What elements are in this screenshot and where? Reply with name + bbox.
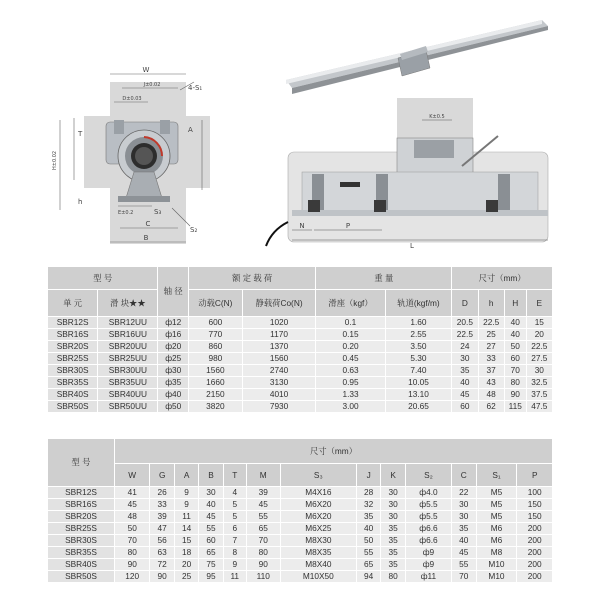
table-cell: SBR20S bbox=[48, 341, 98, 353]
table-cell: 120 bbox=[115, 571, 150, 583]
table-cell: 70 bbox=[115, 535, 150, 547]
col-rail-weight: 轨道(kgf/m) bbox=[385, 290, 452, 317]
table-cell: SBR20S bbox=[48, 511, 115, 523]
col-header: M bbox=[246, 464, 280, 487]
table-cell: 150 bbox=[517, 511, 553, 523]
dim-w-label: W bbox=[142, 66, 150, 74]
dim-s1-label: 4-S₁ bbox=[188, 84, 203, 92]
table-cell: 33 bbox=[478, 353, 504, 365]
table-cell: 100 bbox=[517, 487, 553, 499]
table-row bbox=[48, 511, 553, 523]
table-cell: M6X20 bbox=[280, 511, 356, 523]
col-header: G bbox=[150, 464, 174, 487]
table-cell: 3.00 bbox=[316, 401, 385, 413]
table-cell: 22 bbox=[452, 487, 476, 499]
table-cell: 40 bbox=[452, 377, 478, 389]
table-cell: 40 bbox=[356, 523, 380, 535]
table-cell: ф5.5 bbox=[405, 511, 451, 523]
table-row bbox=[48, 499, 553, 511]
table-cell: M4X16 bbox=[280, 487, 356, 499]
table-cell: ф6.6 bbox=[405, 523, 451, 535]
table-cell: 65 bbox=[246, 523, 280, 535]
table-cell: 14 bbox=[174, 523, 198, 535]
table-cell: 0.20 bbox=[316, 341, 385, 353]
col-header: A bbox=[174, 464, 198, 487]
table-cell: 115 bbox=[504, 401, 526, 413]
table-cell: ф20 bbox=[158, 341, 189, 353]
col-load: 额 定 载 荷 bbox=[188, 267, 315, 290]
table-cell: 9 bbox=[223, 559, 246, 571]
table-cell: 25 bbox=[174, 571, 198, 583]
table-cell: 90 bbox=[150, 571, 174, 583]
dim-h2-label: h bbox=[78, 198, 83, 206]
table-cell: 30 bbox=[199, 487, 223, 499]
col-unit: 单 元 bbox=[48, 290, 98, 317]
table-cell: 70 bbox=[246, 535, 280, 547]
col-dynamic: 动载C(N) bbox=[188, 290, 242, 317]
table-cell: 20.65 bbox=[385, 401, 452, 413]
table-cell: 9 bbox=[174, 499, 198, 511]
table-cell: 2740 bbox=[242, 365, 316, 377]
table-cell: M5 bbox=[476, 487, 517, 499]
table-cell: 22.5 bbox=[478, 317, 504, 329]
table-cell: M6 bbox=[476, 523, 517, 535]
table-cell: M5 bbox=[476, 511, 517, 523]
table-cell: 1560 bbox=[242, 353, 316, 365]
table-cell: 33 bbox=[150, 499, 174, 511]
table-cell: SBR25S bbox=[48, 353, 98, 365]
table-cell: 39 bbox=[246, 487, 280, 499]
table-cell: 95 bbox=[199, 571, 223, 583]
table-cell: 4 bbox=[223, 487, 246, 499]
col-model: 型 号 bbox=[48, 267, 158, 290]
table-cell: ф25 bbox=[158, 353, 189, 365]
table-cell: 28 bbox=[356, 487, 380, 499]
table-cell: M10 bbox=[476, 559, 517, 571]
table-cell: 50 bbox=[115, 523, 150, 535]
table-cell: 32.5 bbox=[526, 377, 552, 389]
table-cell: 860 bbox=[188, 341, 242, 353]
table-cell: 30 bbox=[381, 511, 405, 523]
table-cell: 20 bbox=[526, 329, 552, 341]
table-cell: 40 bbox=[504, 329, 526, 341]
table-cell: 63 bbox=[150, 547, 174, 559]
table-cell: 15 bbox=[174, 535, 198, 547]
table-cell: 200 bbox=[517, 535, 553, 547]
table-cell: ф5.5 bbox=[405, 499, 451, 511]
table-cell: SBR35S bbox=[48, 377, 98, 389]
table-cell: SBR30S bbox=[48, 365, 98, 377]
table-cell: 35 bbox=[381, 523, 405, 535]
table-cell: M5 bbox=[476, 499, 517, 511]
dim-t-label: T bbox=[78, 130, 83, 138]
col-header: T bbox=[223, 464, 246, 487]
col-header: S₂ bbox=[405, 464, 451, 487]
table-cell: 0.95 bbox=[316, 377, 385, 389]
table-cell: 55 bbox=[246, 511, 280, 523]
table-cell: 6 bbox=[223, 523, 246, 535]
table-cell: 1660 bbox=[188, 377, 242, 389]
table-row bbox=[48, 365, 553, 377]
table-cell: 20.5 bbox=[452, 317, 478, 329]
table-row bbox=[48, 377, 553, 389]
table-cell: 45 bbox=[452, 389, 478, 401]
table-cell: 0.15 bbox=[316, 329, 385, 341]
table-cell: M6X25 bbox=[280, 523, 356, 535]
table-cell: 65 bbox=[199, 547, 223, 559]
table-cell: 200 bbox=[517, 571, 553, 583]
table-cell: 60 bbox=[504, 353, 526, 365]
table-cell: 80 bbox=[246, 547, 280, 559]
table-cell: 72 bbox=[150, 559, 174, 571]
table-cell: SBR40S bbox=[48, 559, 115, 571]
table-cell: SBR25UU bbox=[98, 353, 158, 365]
table-cell: 62 bbox=[478, 401, 504, 413]
dim-n-label: N bbox=[299, 222, 305, 230]
dim-a-label: A bbox=[188, 126, 193, 134]
table-row bbox=[48, 547, 553, 559]
table-cell: 60 bbox=[452, 401, 478, 413]
table-cell: 47.5 bbox=[526, 401, 552, 413]
table-cell: M8X40 bbox=[280, 559, 356, 571]
dim-h-label: H±0.02 bbox=[52, 150, 58, 170]
table-cell: 55 bbox=[356, 547, 380, 559]
table-row bbox=[48, 341, 553, 353]
col-h-small: h bbox=[478, 290, 504, 317]
table-cell: SBR12S bbox=[48, 487, 115, 499]
table-cell: ф35 bbox=[158, 377, 189, 389]
table-cell: 5.30 bbox=[385, 353, 452, 365]
col-header: P bbox=[517, 464, 553, 487]
table-cell: SBR50UU bbox=[98, 401, 158, 413]
table-cell: M8X30 bbox=[280, 535, 356, 547]
dim-l-label: L bbox=[410, 242, 414, 250]
table-cell: 50 bbox=[504, 341, 526, 353]
col-h: H bbox=[504, 290, 526, 317]
table-cell: 90 bbox=[115, 559, 150, 571]
table-cell: 9 bbox=[174, 487, 198, 499]
table-cell: 15 bbox=[526, 317, 552, 329]
table-row bbox=[48, 571, 553, 583]
table-cell: 7 bbox=[223, 535, 246, 547]
dim-j-label: J±0.02 bbox=[143, 82, 161, 88]
table-cell: ф12 bbox=[158, 317, 189, 329]
table-cell: ф11 bbox=[405, 571, 451, 583]
table-cell: 80 bbox=[381, 571, 405, 583]
table-cell: 0.45 bbox=[316, 353, 385, 365]
table-row bbox=[48, 401, 553, 413]
dim-k-label: K±0.5 bbox=[429, 114, 445, 120]
dim-s3-label: S₃ bbox=[154, 208, 162, 216]
table-cell: 600 bbox=[188, 317, 242, 329]
col-slider-weight: 滑座（kgf） bbox=[316, 290, 385, 317]
table-cell: ф9 bbox=[405, 547, 451, 559]
table-cell: SBR30S bbox=[48, 535, 115, 547]
table-cell: 200 bbox=[517, 559, 553, 571]
table-cell: 35 bbox=[452, 365, 478, 377]
table-cell: 39 bbox=[150, 511, 174, 523]
table-cell: 770 bbox=[188, 329, 242, 341]
table-cell: 56 bbox=[150, 535, 174, 547]
table-cell: 25 bbox=[478, 329, 504, 341]
table-cell: 1170 bbox=[242, 329, 316, 341]
table-cell: SBR50S bbox=[48, 401, 98, 413]
table-cell: SBR16S bbox=[48, 499, 115, 511]
table-cell: 30 bbox=[381, 487, 405, 499]
table-row bbox=[48, 559, 553, 571]
table-cell: 13.10 bbox=[385, 389, 452, 401]
col-dims: 尺寸（mm） bbox=[452, 267, 553, 290]
table-cell: 45 bbox=[199, 511, 223, 523]
table-cell: 2150 bbox=[188, 389, 242, 401]
col-header: J bbox=[356, 464, 380, 487]
table-cell: 1.33 bbox=[316, 389, 385, 401]
table-cell: 7.40 bbox=[385, 365, 452, 377]
table-cell: 70 bbox=[452, 571, 476, 583]
table-cell: ф9 bbox=[405, 559, 451, 571]
table-cell: 30 bbox=[452, 353, 478, 365]
table-row bbox=[48, 389, 553, 401]
table-cell: 45 bbox=[115, 499, 150, 511]
table-cell: 41 bbox=[115, 487, 150, 499]
table-cell: 35 bbox=[356, 511, 380, 523]
col-model-2: 型 号 bbox=[48, 439, 115, 487]
rail-photo bbox=[280, 10, 560, 100]
col-weight: 重 量 bbox=[316, 267, 452, 290]
table-cell: SBR40S bbox=[48, 389, 98, 401]
table-cell: 5 bbox=[223, 511, 246, 523]
table-cell: 55 bbox=[452, 559, 476, 571]
table-cell: SBR35S bbox=[48, 547, 115, 559]
table-cell: 45 bbox=[452, 547, 476, 559]
col-header: S₁ bbox=[476, 464, 517, 487]
table-cell: 1560 bbox=[188, 365, 242, 377]
table-cell: SBR16UU bbox=[98, 329, 158, 341]
table-row bbox=[48, 523, 553, 535]
table-cell: 65 bbox=[356, 559, 380, 571]
table-cell: 20 bbox=[174, 559, 198, 571]
table-cell: 3820 bbox=[188, 401, 242, 413]
table-cell: M8X35 bbox=[280, 547, 356, 559]
table-cell: 70 bbox=[504, 365, 526, 377]
table-cell: 40 bbox=[504, 317, 526, 329]
table-row bbox=[48, 329, 553, 341]
table-cell: 0.63 bbox=[316, 365, 385, 377]
side-view-drawing bbox=[262, 90, 562, 250]
table-cell: 60 bbox=[199, 535, 223, 547]
col-header: C bbox=[452, 464, 476, 487]
dim-d-label: D±0.03 bbox=[122, 96, 142, 102]
table-cell: 27.5 bbox=[526, 353, 552, 365]
table-cell: 24 bbox=[452, 341, 478, 353]
table-cell: 37.5 bbox=[526, 389, 552, 401]
dimension-spec-table bbox=[47, 438, 553, 583]
table-cell: 80 bbox=[504, 377, 526, 389]
table-cell: 10.05 bbox=[385, 377, 452, 389]
table-cell: 11 bbox=[223, 571, 246, 583]
dim-b-label: B bbox=[143, 234, 149, 242]
table-cell: 37 bbox=[478, 365, 504, 377]
table-cell: 0.1 bbox=[316, 317, 385, 329]
dim-p-label: P bbox=[345, 222, 351, 230]
col-d: D bbox=[452, 290, 478, 317]
table-cell: M10X50 bbox=[280, 571, 356, 583]
table-cell: 30 bbox=[452, 511, 476, 523]
table-cell: 32 bbox=[356, 499, 380, 511]
table-cell: 55 bbox=[199, 523, 223, 535]
table-cell: 40 bbox=[199, 499, 223, 511]
table-cell: SBR50S bbox=[48, 571, 115, 583]
table-cell: 30 bbox=[526, 365, 552, 377]
table-cell: 22.5 bbox=[526, 341, 552, 353]
table-cell: 200 bbox=[517, 523, 553, 535]
table-cell: M6 bbox=[476, 535, 517, 547]
table-cell: 35 bbox=[381, 559, 405, 571]
table-cell: 5 bbox=[223, 499, 246, 511]
col-header: W bbox=[115, 464, 150, 487]
table-cell: 8 bbox=[223, 547, 246, 559]
load-weight-spec-table bbox=[47, 266, 553, 413]
table-cell: ф30 bbox=[158, 365, 189, 377]
table-cell: 980 bbox=[188, 353, 242, 365]
table-cell: 75 bbox=[199, 559, 223, 571]
table-cell: 150 bbox=[517, 499, 553, 511]
col-shaft: 轴 径 bbox=[158, 267, 189, 317]
col-static: 静载荷Co(N) bbox=[242, 290, 316, 317]
dim-e-label: E±0.2 bbox=[118, 210, 134, 216]
col-header: B bbox=[199, 464, 223, 487]
table-cell: 48 bbox=[478, 389, 504, 401]
table-cell: 3130 bbox=[242, 377, 316, 389]
dim-c-label: C bbox=[145, 220, 151, 228]
table-cell: 1020 bbox=[242, 317, 316, 329]
table-cell: 43 bbox=[478, 377, 504, 389]
col-slider: 滑 块★★ bbox=[98, 290, 158, 317]
table-cell: ф50 bbox=[158, 401, 189, 413]
table-cell: 45 bbox=[246, 499, 280, 511]
dim-s2-label: S₂ bbox=[190, 226, 198, 234]
table-cell: 7930 bbox=[242, 401, 316, 413]
table-cell: 26 bbox=[150, 487, 174, 499]
table-cell: 27 bbox=[478, 341, 504, 353]
table-cell: SBR35UU bbox=[98, 377, 158, 389]
col-dims-2: 尺寸（mm） bbox=[115, 439, 553, 464]
table-cell: 30 bbox=[381, 499, 405, 511]
table-cell: SBR12S bbox=[48, 317, 98, 329]
table-cell: 40 bbox=[452, 535, 476, 547]
table-cell: ф6.6 bbox=[405, 535, 451, 547]
table-cell: 1370 bbox=[242, 341, 316, 353]
table-cell: ф4.0 bbox=[405, 487, 451, 499]
table-cell: SBR40UU bbox=[98, 389, 158, 401]
table-cell: SBR12UU bbox=[98, 317, 158, 329]
table-cell: 200 bbox=[517, 547, 553, 559]
table-cell: ф16 bbox=[158, 329, 189, 341]
col-header: K bbox=[381, 464, 405, 487]
table-cell: 48 bbox=[115, 511, 150, 523]
col-e: E bbox=[526, 290, 552, 317]
table-cell: 80 bbox=[115, 547, 150, 559]
table-cell: 4010 bbox=[242, 389, 316, 401]
table-cell: SBR16S bbox=[48, 329, 98, 341]
table-cell: 22.5 bbox=[452, 329, 478, 341]
table-cell: M8 bbox=[476, 547, 517, 559]
table-cell: 90 bbox=[246, 559, 280, 571]
table-cell: 94 bbox=[356, 571, 380, 583]
table-cell: 1.60 bbox=[385, 317, 452, 329]
table-row bbox=[48, 535, 553, 547]
table-row bbox=[48, 487, 553, 499]
table-cell: 30 bbox=[452, 499, 476, 511]
table-cell: 2.55 bbox=[385, 329, 452, 341]
table-cell: 35 bbox=[381, 547, 405, 559]
table-cell: 47 bbox=[150, 523, 174, 535]
table-cell: 35 bbox=[452, 523, 476, 535]
table-cell: M10 bbox=[476, 571, 517, 583]
table-cell: 11 bbox=[174, 511, 198, 523]
table-cell: 110 bbox=[246, 571, 280, 583]
table-cell: 50 bbox=[356, 535, 380, 547]
table-cell: 3.50 bbox=[385, 341, 452, 353]
front-section-drawing bbox=[48, 60, 220, 250]
table-row bbox=[48, 317, 553, 329]
table-cell: SBR20UU bbox=[98, 341, 158, 353]
table-cell: 35 bbox=[381, 535, 405, 547]
table-cell: 90 bbox=[504, 389, 526, 401]
table-cell: 18 bbox=[174, 547, 198, 559]
col-header: S₃ bbox=[280, 464, 356, 487]
table-cell: SBR30UU bbox=[98, 365, 158, 377]
table-cell: ф40 bbox=[158, 389, 189, 401]
table-cell: M6X20 bbox=[280, 499, 356, 511]
table-row bbox=[48, 353, 553, 365]
table-cell: SBR25S bbox=[48, 523, 115, 535]
